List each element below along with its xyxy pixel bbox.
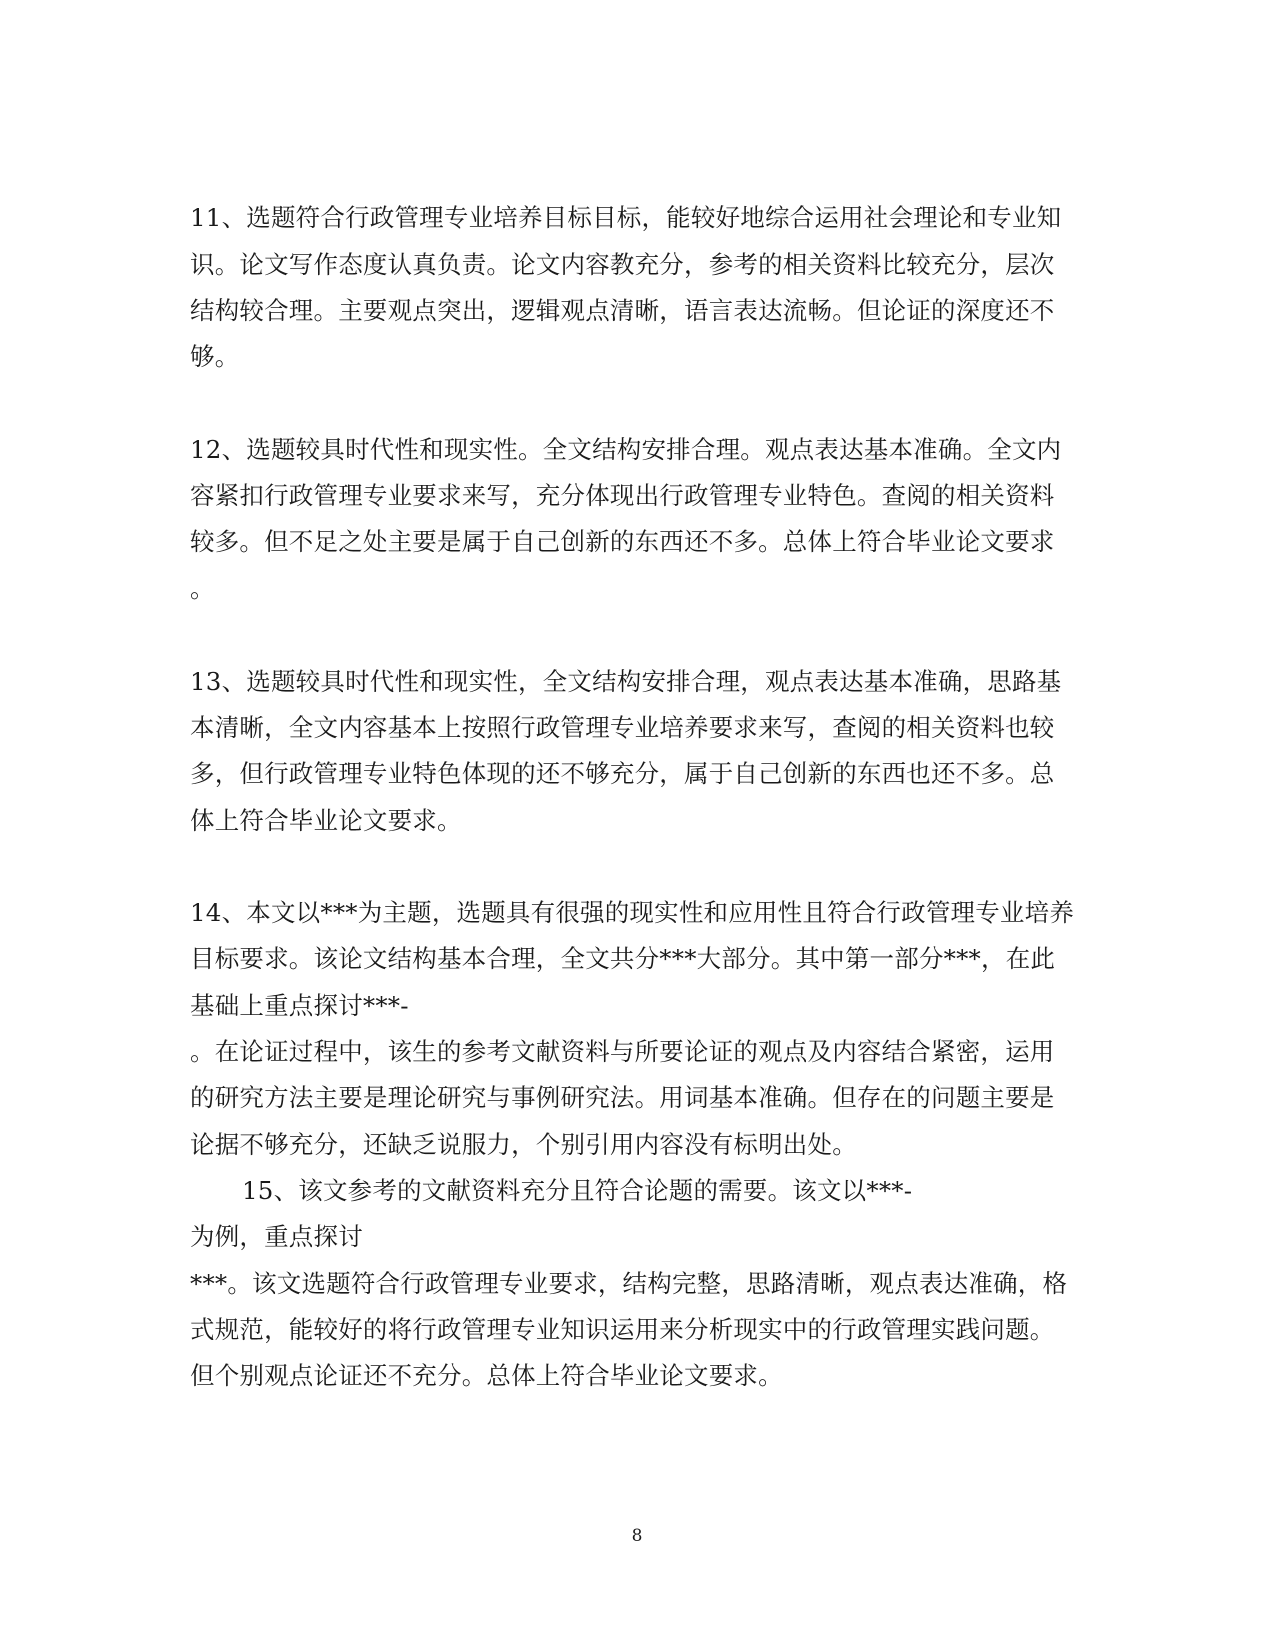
paragraph-11-line-3: 结构较合理。主要观点突出，逻辑观点清晰，语言表达流畅。但论证的深度还不 — [190, 296, 1055, 325]
paragraph-14-line-6: 论据不够充分，还缺乏说服力，个别引用内容没有标明出处。 — [190, 1130, 857, 1159]
paragraph-14-line-3: 基础上重点探讨***- — [190, 991, 409, 1020]
paragraph-11-line-2: 识。论文写作态度认真负责。论文内容教充分，参考的相关资料比较充分，层次 — [190, 250, 1055, 279]
paragraph-14-line-1: 14、本文以***为主题，选题具有很强的现实性和应用性且符合行政管理专业培养 — [190, 898, 1075, 927]
paragraph-14-line-2: 目标要求。该论文结构基本合理，全文共分***大部分。其中第一部分***，在此 — [190, 944, 1056, 973]
paragraph-15-line-1: 15、该文参考的文献资料充分且符合论题的需要。该文以***- — [242, 1176, 913, 1205]
paragraph-15-line-2: 为例，重点探讨 — [190, 1222, 363, 1251]
paragraph-15-line-4: 式规范，能较好的将行政管理专业知识运用来分析现实中的行政管理实践问题。 — [190, 1315, 1055, 1344]
paragraph-15-line-5: 但个别观点论证还不充分。总体上符合毕业论文要求。 — [190, 1361, 783, 1390]
paragraph-13-line-2: 本清晰，全文内容基本上按照行政管理专业培养要求来写，查阅的相关资料也较 — [190, 713, 1055, 742]
paragraph-12-line-2: 容紧扣行政管理专业要求来写，充分体现出行政管理专业特色。查阅的相关资料 — [190, 481, 1055, 510]
paragraph-14-line-4: 。在论证过程中，该生的参考文献资料与所要论证的观点及内容结合紧密，运用 — [190, 1037, 1055, 1066]
paragraph-12-line-1: 12、选题较具时代性和现实性。全文结构安排合理。观点表达基本准确。全文内 — [190, 435, 1062, 464]
paragraph-13-line-3: 多，但行政管理专业特色体现的还不够充分，属于自己创新的东西也还不多。总 — [190, 759, 1055, 788]
paragraph-13-line-4: 体上符合毕业论文要求。 — [190, 806, 462, 835]
paragraph-11-line-4: 够。 — [190, 342, 240, 371]
paragraph-14-line-5: 的研究方法主要是理论研究与事例研究法。用词基本准确。但存在的问题主要是 — [190, 1083, 1055, 1112]
paragraph-11-line-1: 11、选题符合行政管理专业培养目标目标，能较好地综合运用社会理论和专业知 — [190, 203, 1062, 232]
paragraph-12-line-3: 较多。但不足之处主要是属于自己创新的东西还不多。总体上符合毕业论文要求 — [190, 527, 1055, 556]
paragraph-13-line-1: 13、选题较具时代性和现实性，全文结构安排合理，观点表达基本准确，思路基 — [190, 667, 1062, 696]
page-number: 8 — [631, 1526, 643, 1546]
paragraph-12-line-4: 。 — [190, 574, 215, 603]
paragraph-15-line-3: ***。该文选题符合行政管理专业要求，结构完整，思路清晰，观点表达准确，格 — [190, 1269, 1068, 1298]
